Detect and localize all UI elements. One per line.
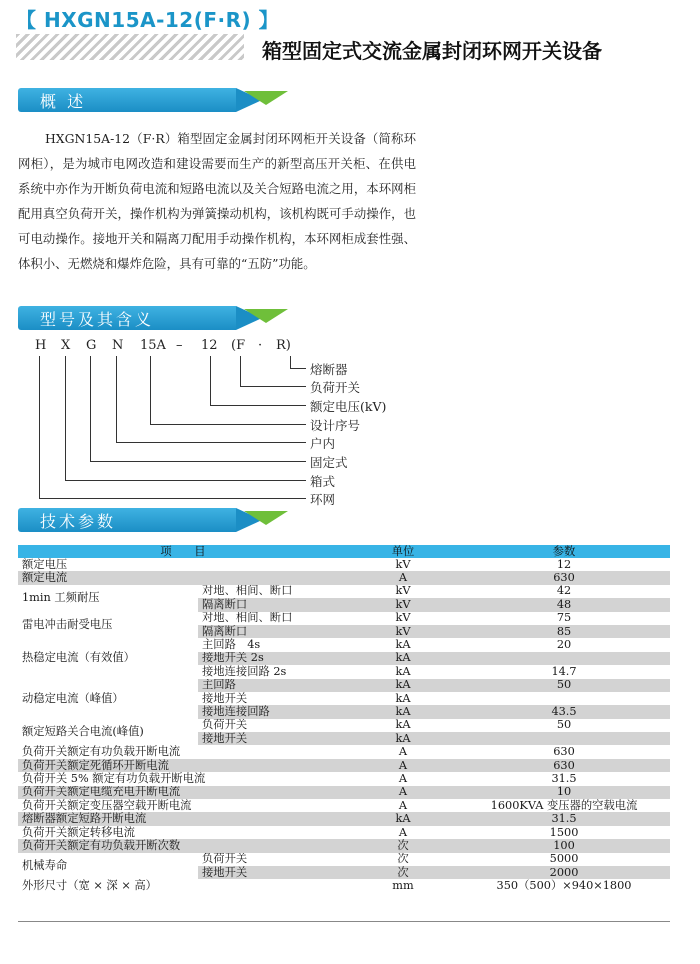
designation-meaning: 设计序号	[310, 418, 361, 433]
table-row	[18, 879, 670, 892]
table-row	[18, 853, 670, 866]
table-header-row	[18, 545, 670, 558]
param-unit: kA	[395, 638, 411, 652]
param-unit: kV	[395, 558, 411, 571]
param-item: 负荷开关额定死循环开断电流	[22, 758, 169, 772]
param-subitem: 接地开关	[202, 691, 248, 705]
param-item: 负荷开关额定转移电流	[22, 825, 135, 839]
param-value: 50	[556, 678, 572, 692]
table-row	[18, 799, 670, 812]
model-title: 【 HXGN15A-12(F·R) 】	[16, 8, 280, 32]
param-unit: kA	[395, 651, 411, 665]
param-item: 雷电冲击耐受电压	[18, 612, 198, 639]
param-unit: kA	[395, 718, 411, 732]
param-value: 31.5	[551, 812, 577, 826]
designation-meaning: 熔断器	[310, 362, 348, 377]
param-value: 85	[556, 624, 572, 638]
table-row	[18, 585, 670, 598]
param-value: 1600KVA 变压器的空载电流	[490, 799, 638, 812]
param-subitem: 接地开关 2s	[202, 651, 264, 665]
param-subitem: 接地连接回路	[202, 705, 270, 718]
table-row	[18, 839, 670, 852]
param-item: 机械寿命	[18, 853, 198, 880]
spec-table	[18, 545, 670, 893]
overview-paragraph: HXGN15A-12（F·R）箱型固定金属封闭环网柜开关设备（简称环网柜），是为城市电网改造和建设需要而生产的新型高压开关柜、在供电系统中亦作为开断负荷电流和短路电流以及关合短路电流之用，本环网柜配用真空负荷开关，操作机构为弹簧操动机构，该机构既可手动操作，也可电动操作。接地开关和隔离刀配用手动操作机构，本环网柜成套性强、体积小、无燃烧和爆炸危险，具有可靠的“五防”功能。	[18, 131, 416, 271]
designation-meaning: 箱式	[310, 474, 336, 489]
check-icon	[244, 91, 288, 105]
param-item: 热稳定电流（有效值）	[18, 638, 198, 678]
param-unit: kA	[395, 705, 411, 718]
hatch-decoration	[16, 34, 244, 60]
code-part: H	[35, 338, 47, 353]
param-unit: A	[398, 785, 408, 799]
param-item: 额定电流	[22, 571, 68, 585]
param-unit: kA	[395, 691, 411, 705]
param-item: 负荷开关额定有功负载开断电流	[22, 745, 181, 759]
param-unit: kV	[395, 611, 411, 625]
code-part: G	[86, 338, 97, 353]
section-banner-overview	[18, 88, 270, 112]
section-title: 技术参数	[40, 512, 117, 531]
param-subitem: 对地、相间、断口	[202, 611, 293, 625]
table-row	[18, 772, 670, 785]
table-header: 单位	[348, 545, 458, 558]
param-value: 2000	[549, 865, 579, 879]
table-header: 项 目	[18, 545, 348, 558]
param-value: 630	[553, 571, 575, 585]
section-banner-tech	[18, 508, 270, 532]
param-item: 外形尺寸（宽 × 深 × 高）	[22, 879, 157, 893]
table-row	[18, 571, 670, 584]
check-icon	[244, 511, 288, 525]
param-unit: 次	[397, 839, 409, 852]
param-value	[458, 652, 670, 665]
param-value	[458, 692, 670, 705]
table-row	[18, 759, 670, 772]
param-value: 14.7	[551, 665, 577, 678]
param-value: 48	[556, 598, 572, 611]
param-unit: 次	[397, 852, 409, 866]
param-value	[458, 732, 670, 745]
param-subitem: 接地开关	[202, 732, 248, 745]
param-item: 负荷开关额定电缆充电开断电流	[22, 785, 181, 799]
designation-meaning: 户内	[310, 436, 336, 451]
param-value: 350（500）×940×1800	[496, 879, 632, 893]
param-unit: A	[398, 758, 408, 772]
param-subitem: 接地开关	[202, 865, 248, 879]
table-header: 参数	[458, 545, 670, 558]
param-value: 42	[556, 584, 572, 598]
code-part: (F	[231, 338, 246, 353]
param-unit: kA	[395, 732, 411, 745]
param-unit: A	[398, 772, 408, 785]
param-subitem: 接地连接回路 2s	[202, 665, 287, 678]
param-value: 75	[556, 611, 572, 625]
code-part: N	[112, 338, 124, 353]
section-banner-model	[18, 306, 270, 330]
param-unit: A	[398, 745, 408, 759]
param-value: 43.5	[551, 705, 577, 718]
param-subitem: 主回路	[202, 678, 236, 692]
param-value: 10	[556, 785, 572, 799]
table-row	[18, 812, 670, 825]
table-row	[18, 719, 670, 732]
designation-meaning: 额定电压(kV)	[310, 399, 387, 414]
table-row	[18, 612, 670, 625]
param-subitem: 主回路 4s	[202, 638, 261, 652]
param-subitem: 隔离断口	[202, 624, 248, 638]
param-unit: kA	[395, 812, 411, 826]
code-part: 15A	[140, 338, 166, 353]
param-value: 20	[556, 638, 572, 652]
param-unit: A	[398, 799, 408, 812]
param-subitem: 对地、相间、断口	[202, 584, 293, 598]
table-row	[18, 745, 670, 758]
code-part: 12	[201, 338, 218, 353]
check-icon	[244, 309, 288, 323]
param-unit: A	[398, 825, 408, 839]
param-value: 12	[556, 558, 572, 571]
code-part: ·	[258, 338, 263, 353]
table-row	[18, 786, 670, 799]
code-part: R)	[276, 338, 291, 353]
param-item: 熔断器额定短路开断电流	[22, 812, 147, 826]
param-item: 负荷开关额定变压器空载开断电流	[22, 799, 192, 812]
param-value: 5000	[549, 852, 579, 866]
param-value: 31.5	[551, 772, 577, 785]
designation-meaning: 负荷开关	[310, 380, 361, 395]
table-row	[18, 679, 670, 692]
param-unit: 次	[397, 865, 409, 879]
param-unit: kV	[395, 624, 411, 638]
param-value: 100	[553, 839, 575, 852]
param-unit: A	[398, 571, 408, 585]
section-title: 概 述	[40, 92, 87, 111]
table-row	[18, 826, 670, 839]
section-title: 型号及其含义	[40, 310, 155, 329]
param-unit: kV	[395, 584, 411, 598]
param-unit: mm	[392, 879, 414, 893]
param-item: 额定电压	[22, 558, 68, 571]
param-item: 动稳定电流（峰值）	[18, 679, 198, 719]
code-part: X	[61, 338, 71, 353]
param-value: 1500	[549, 825, 579, 839]
param-value: 50	[556, 718, 572, 732]
param-unit: kA	[395, 678, 411, 692]
designation-meaning: 环网	[310, 492, 336, 507]
param-subitem: 负荷开关	[202, 852, 248, 866]
param-unit: kA	[395, 665, 411, 678]
param-unit: kV	[395, 598, 411, 611]
param-item: 负荷开关 5% 额定有功负载开断电流	[22, 772, 206, 785]
table-row	[18, 638, 670, 651]
param-value: 630	[553, 745, 575, 759]
param-item: 1min 工频耐压	[18, 585, 198, 612]
product-title: 箱型固定式交流金属封闭环网开关设备	[262, 39, 602, 63]
param-subitem: 隔离断口	[202, 598, 248, 611]
designation-meaning: 固定式	[310, 455, 348, 470]
table-bottom-rule	[18, 921, 670, 922]
param-item: 额定短路关合电流(峰值)	[18, 719, 198, 746]
table-row	[18, 558, 670, 571]
param-subitem: 负荷开关	[202, 718, 248, 732]
param-value: 630	[553, 758, 575, 772]
param-item: 负荷开关额定有功负载开断次数	[22, 839, 181, 852]
code-part: –	[176, 338, 183, 353]
